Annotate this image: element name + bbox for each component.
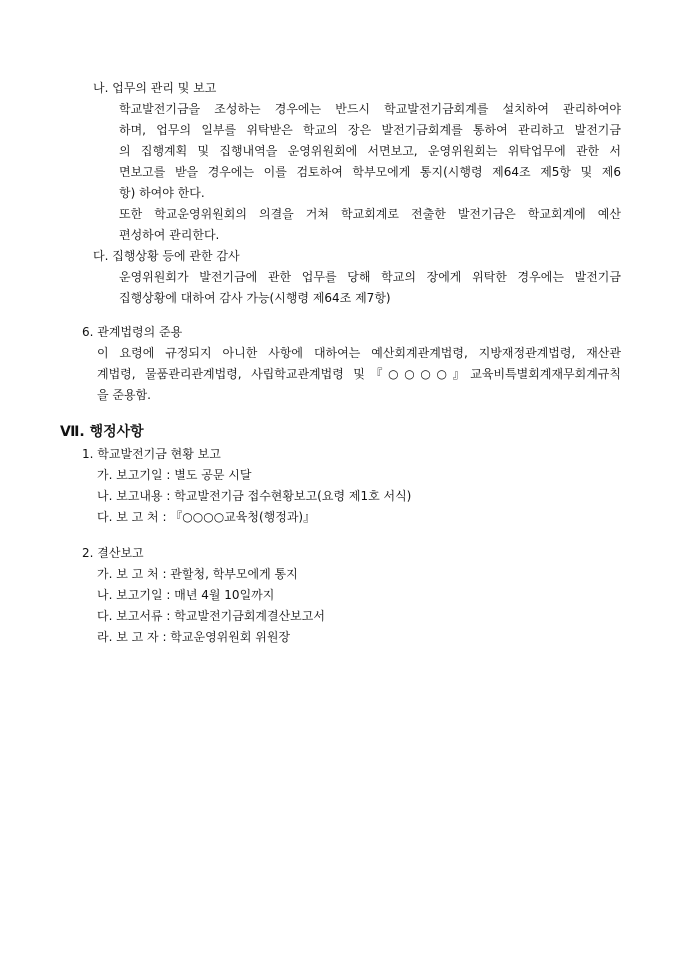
- vii-item2-line: 나. 보고기일 : 매년 4월 10일까지: [97, 588, 275, 602]
- section-6-title: 6. 관계법령의 준용: [82, 325, 183, 339]
- section-na-para1-line: 항) 하여야 한다.: [119, 186, 205, 200]
- vii-item2-line: 라. 보 고 자 : 학교운영위원회 위원장: [97, 630, 291, 644]
- section-da-para-line: 운영위원회가 발전기금에 관한 업무를 당해 학교의 장에게 위탁한 경우에는 발전기금: [119, 270, 621, 284]
- section-na-para1-line: 면보고를 받을 경우에는 이를 검토하여 학부모에게 통지(시행령 제64조 제5항 및 제6: [119, 165, 621, 179]
- section-6-para-line: 이 요령에 규정되지 아니한 사항에 대하여는 예산회계관계법령, 지방재정관계법령, 재산관: [97, 346, 621, 360]
- section-na-para1-line: 하며, 업무의 일부를 위탁받은 학교의 장은 발전기금회계를 통하여 관리하고 발전기금: [119, 123, 621, 137]
- vii-item1-line: 나. 보고내용 : 학교발전기금 접수현황보고(요령 제1호 서식): [97, 489, 412, 503]
- section-6-para-line: 계법령, 물품관리관계법령, 사립학교관계법령 및『○○○○』교육비특별회계재무회계규칙: [97, 367, 621, 381]
- section-na-para1-line: 의 집행계획 및 집행내역을 운영위원회에 서면보고, 운영위원회는 위탁업무에 관한 서: [119, 144, 621, 158]
- vii-item2-line: 가. 보 고 처 : 관할청, 학부모에게 통지: [97, 567, 298, 581]
- section-na-para1-line: 학교발전기금을 조성하는 경우에는 반드시 학교발전기금회계를 설치하여 관리하여야: [119, 102, 621, 116]
- vii-item2-line: 다. 보고서류 : 학교발전기금회계결산보고서: [97, 609, 325, 623]
- vii-item2-title: 2. 결산보고: [82, 546, 144, 560]
- vii-item1-line: 가. 보고기일 : 별도 공문 시달: [97, 468, 252, 482]
- section-da-para-line: 집행상황에 대하여 감사 가능(시행령 제64조 제7항): [119, 291, 391, 305]
- section-da-title: 다. 집행상황 등에 관한 감사: [93, 249, 240, 263]
- section-6-para-line: 을 준용함.: [97, 388, 151, 402]
- vii-item1-line: 다. 보 고 처 : 『○○○○교육청(행정과)』: [97, 510, 316, 524]
- section-vii-heading: Ⅶ. 행정사항: [60, 424, 144, 440]
- section-na-title: 나. 업무의 관리 및 보고: [93, 81, 217, 95]
- vii-item1-title: 1. 학교발전기금 현황 보고: [82, 447, 221, 461]
- section-na-para2-line: 편성하여 관리한다.: [119, 228, 220, 242]
- section-na-para2-line: 또한 학교운영위원회의 의결을 거쳐 학교회계로 전출한 발전기금은 학교회계에 예산: [119, 207, 621, 221]
